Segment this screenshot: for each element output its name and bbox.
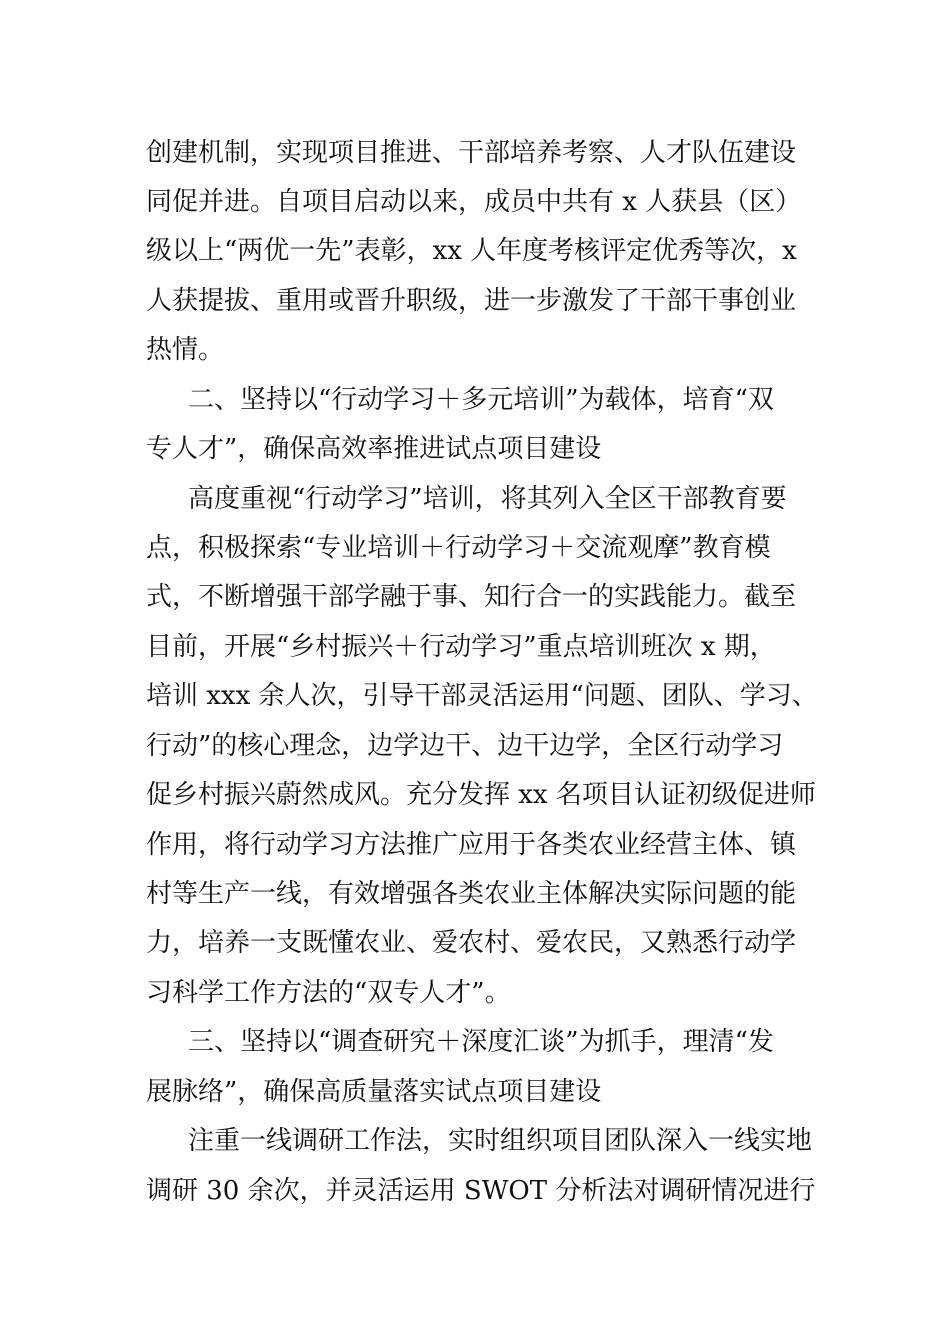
body-text-line: 级以上“两优一先”表彰，xx 人年度考核评定优秀等次，x <box>146 236 797 266</box>
body-text-line: 人获提拔、重用或晋升职级，进一步激发了干部干事创业 <box>146 286 797 316</box>
body-text-line: 同促并进。自项目启动以来，成员中共有 x 人获县（区） <box>146 187 802 217</box>
body-text-line: 调研 30 余次，并灵活运用 SWOT 分析法对调研情况进行 <box>146 1176 816 1206</box>
section-heading-line: 二、坚持以“行动学习＋多元培训”为载体，培育“双 <box>188 385 774 415</box>
body-text-line: 点，积极探索“专业培训＋行动学习＋交流观摩”教育模 <box>146 533 771 563</box>
body-text-line: 促乡村振兴蔚然成风。充分发挥 xx 名项目认证初级促进师 <box>146 780 816 810</box>
body-text-line: 注重一线调研工作法，实时组织项目团队深入一线实地 <box>188 1126 813 1156</box>
body-text-line: 式，不断增强干部学融于事、知行合一的实践能力。截至 <box>146 582 797 612</box>
body-text-line: 行动”的核心理念，边学边干、边干边学，全区行动学习 <box>146 731 784 761</box>
body-text-line: 村等生产一线，有效增强各类农业主体解决实际问题的能 <box>146 879 797 909</box>
body-text-line: 目前，开展“乡村振兴＋行动学习”重点培训班次 x 期， <box>146 632 776 662</box>
body-text-line: 高度重视“行动学习”培训，将其列入全区干部教育要 <box>188 484 787 514</box>
section-heading-line: 三、坚持以“调查研究＋深度汇谈”为抓手，理清“发 <box>188 1027 774 1057</box>
body-text-line: 热情。 <box>146 335 225 365</box>
body-text-line: 力，培养一支既懂农业、爱农村、爱农民，又熟悉行动学 <box>146 928 797 958</box>
body-text-line: 作用，将行动学习方法推广应用于各类农业经营主体、镇 <box>146 830 797 860</box>
section-heading-line: 展脉络”，确保高质量落实试点项目建设 <box>146 1077 602 1107</box>
body-text-line: 创建机制，实现项目推进、干部培养考察、人才队伍建设 <box>146 138 797 168</box>
body-text-line: 培训 xxx 余人次，引导干部灵活运用“问题、团队、学习、 <box>146 681 818 711</box>
section-heading-line: 专人才”，确保高效率推进试点项目建设 <box>146 434 602 464</box>
body-text-line: 习科学工作方法的“双专人才”。 <box>146 978 511 1008</box>
